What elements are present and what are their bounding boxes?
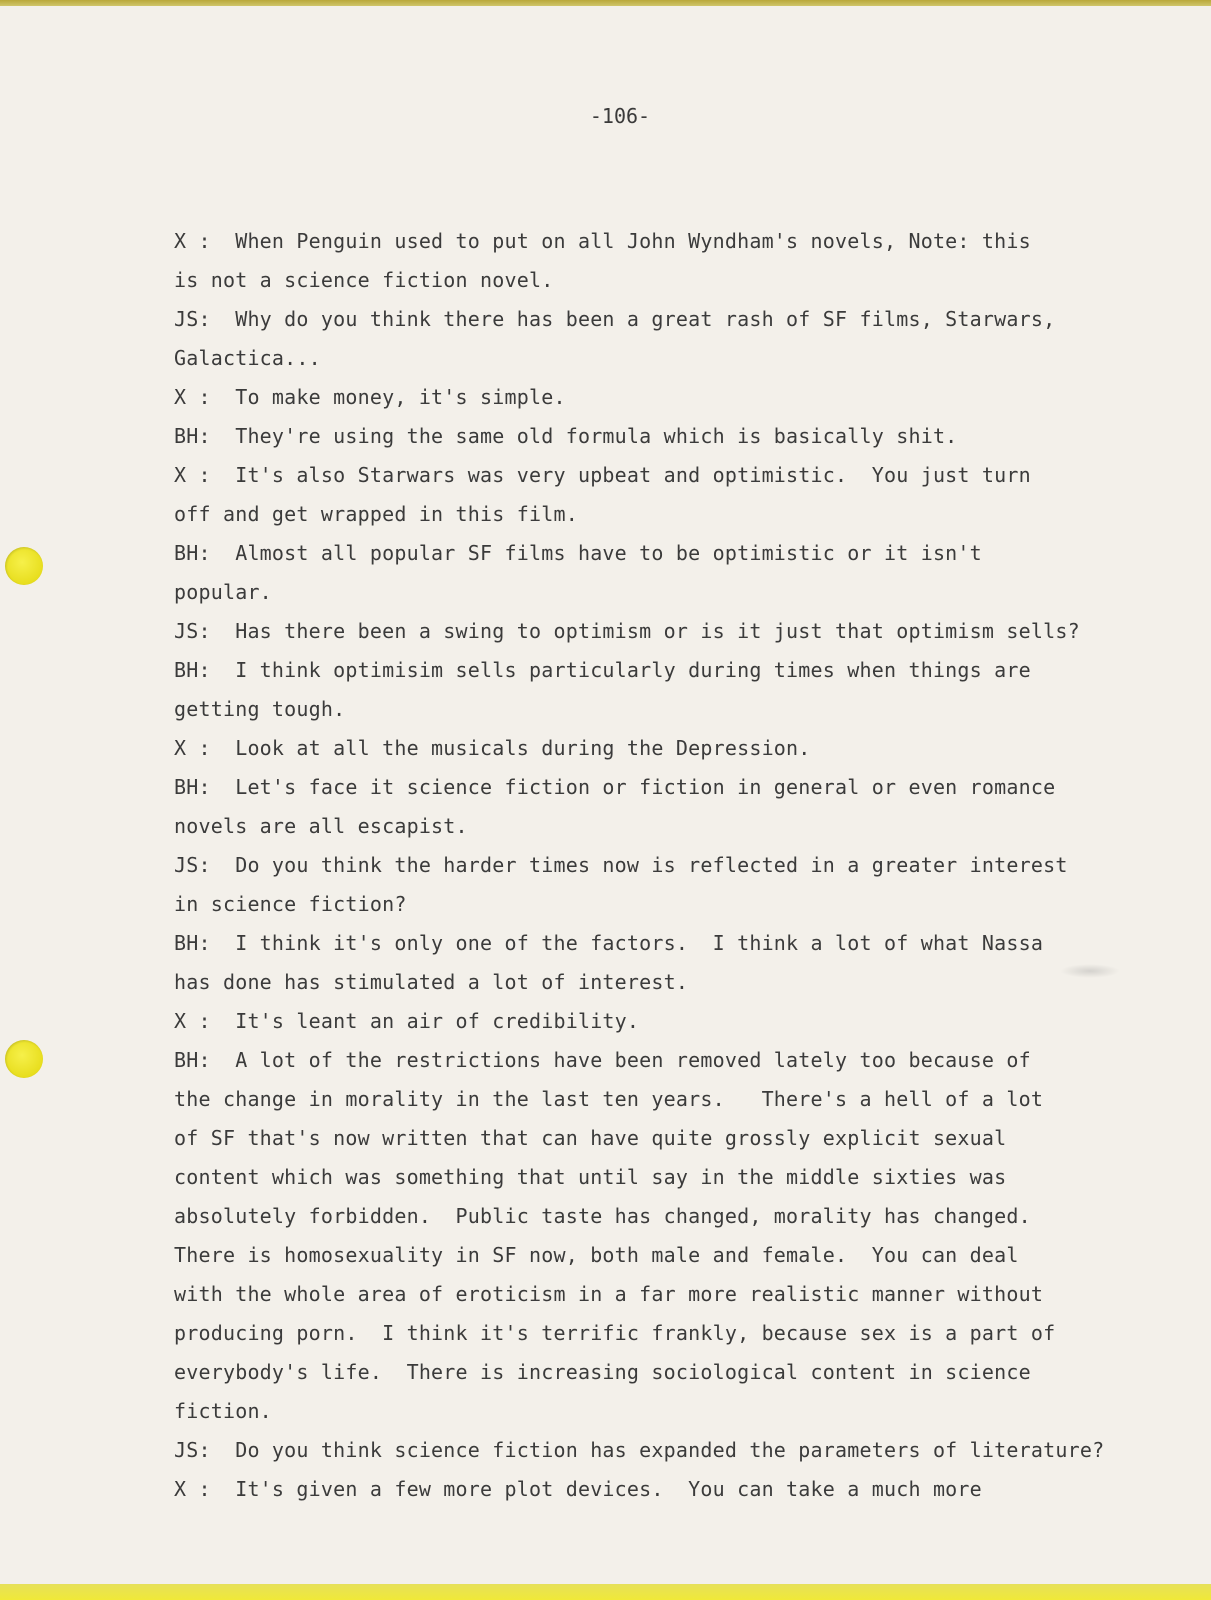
text-line: is not a science fiction novel. — [174, 268, 554, 292]
text-line: everybody's life. There is increasing sociological content in science — [174, 1360, 1031, 1384]
text-line: popular. — [174, 580, 272, 604]
text-line: producing porn. I think it's terrific frankly, because sex is a part of — [174, 1321, 1056, 1345]
text-line: X : Look at all the musicals during the Depression. — [174, 736, 811, 760]
text-line: BH: Almost all popular SF films have to be optimistic or it isn't — [174, 541, 982, 565]
text-line: has done has stimulated a lot of interest. — [174, 970, 689, 994]
text-line: X : It's leant an air of credibility. — [174, 1009, 640, 1033]
text-line: BH: They're using the same old formula which is basically shit. — [174, 424, 958, 448]
text-line: X : To make money, it's simple. — [174, 385, 566, 409]
binder-hole — [5, 547, 43, 585]
text-line: absolutely forbidden. Public taste has changed, morality has changed. — [174, 1204, 1031, 1228]
text-line: X : When Penguin used to put on all John Wyndham's novels, Note: this — [174, 229, 1031, 253]
text-line: getting tough. — [174, 697, 346, 721]
text-line: JS: Has there been a swing to optimism or is it just that optimism sells? — [174, 619, 1080, 643]
text-line: JS: Do you think science fiction has expanded the parameters of literature? — [174, 1438, 1105, 1462]
text-line: BH: Let's face it science fiction or fiction in general or even romance — [174, 775, 1056, 799]
text-line: content which was something that until say in the middle sixties was — [174, 1165, 1007, 1189]
text-line: novels are all escapist. — [174, 814, 468, 838]
text-line: BH: A lot of the restrictions have been removed lately too because of — [174, 1048, 1031, 1072]
binder-hole — [5, 1040, 43, 1078]
text-line: JS: Why do you think there has been a great rash of SF films, Starwars, — [174, 307, 1056, 331]
text-line: of SF that's now written that can have quite grossly explicit sexual — [174, 1126, 1007, 1150]
page-number: -106- — [589, 104, 651, 128]
text-line: the change in morality in the last ten years. There's a hell of a lot — [174, 1087, 1044, 1111]
transcript-text — [174, 222, 1174, 1509]
text-line: Galactica... — [174, 346, 321, 370]
document-page — [0, 6, 1211, 1584]
page-bottom-edge — [0, 1584, 1211, 1600]
text-line: with the whole area of eroticism in a far more realistic manner without — [174, 1282, 1044, 1306]
text-line: X : It's given a few more plot devices. You can take a much more — [174, 1477, 982, 1501]
text-line: off and get wrapped in this film. — [174, 502, 578, 526]
text-line: JS: Do you think the harder times now is reflected in a greater interest — [174, 853, 1068, 877]
text-line: in science fiction? — [174, 892, 407, 916]
text-line: BH: I think optimisim sells particularly during times when things are — [174, 658, 1031, 682]
text-line: There is homosexuality in SF now, both male and female. You can deal — [174, 1243, 1019, 1267]
text-line: BH: I think it's only one of the factors. I think a lot of what Nassa — [174, 931, 1044, 955]
text-line: X : It's also Starwars was very upbeat and optimistic. You just turn — [174, 463, 1031, 487]
text-line: fiction. — [174, 1399, 272, 1423]
